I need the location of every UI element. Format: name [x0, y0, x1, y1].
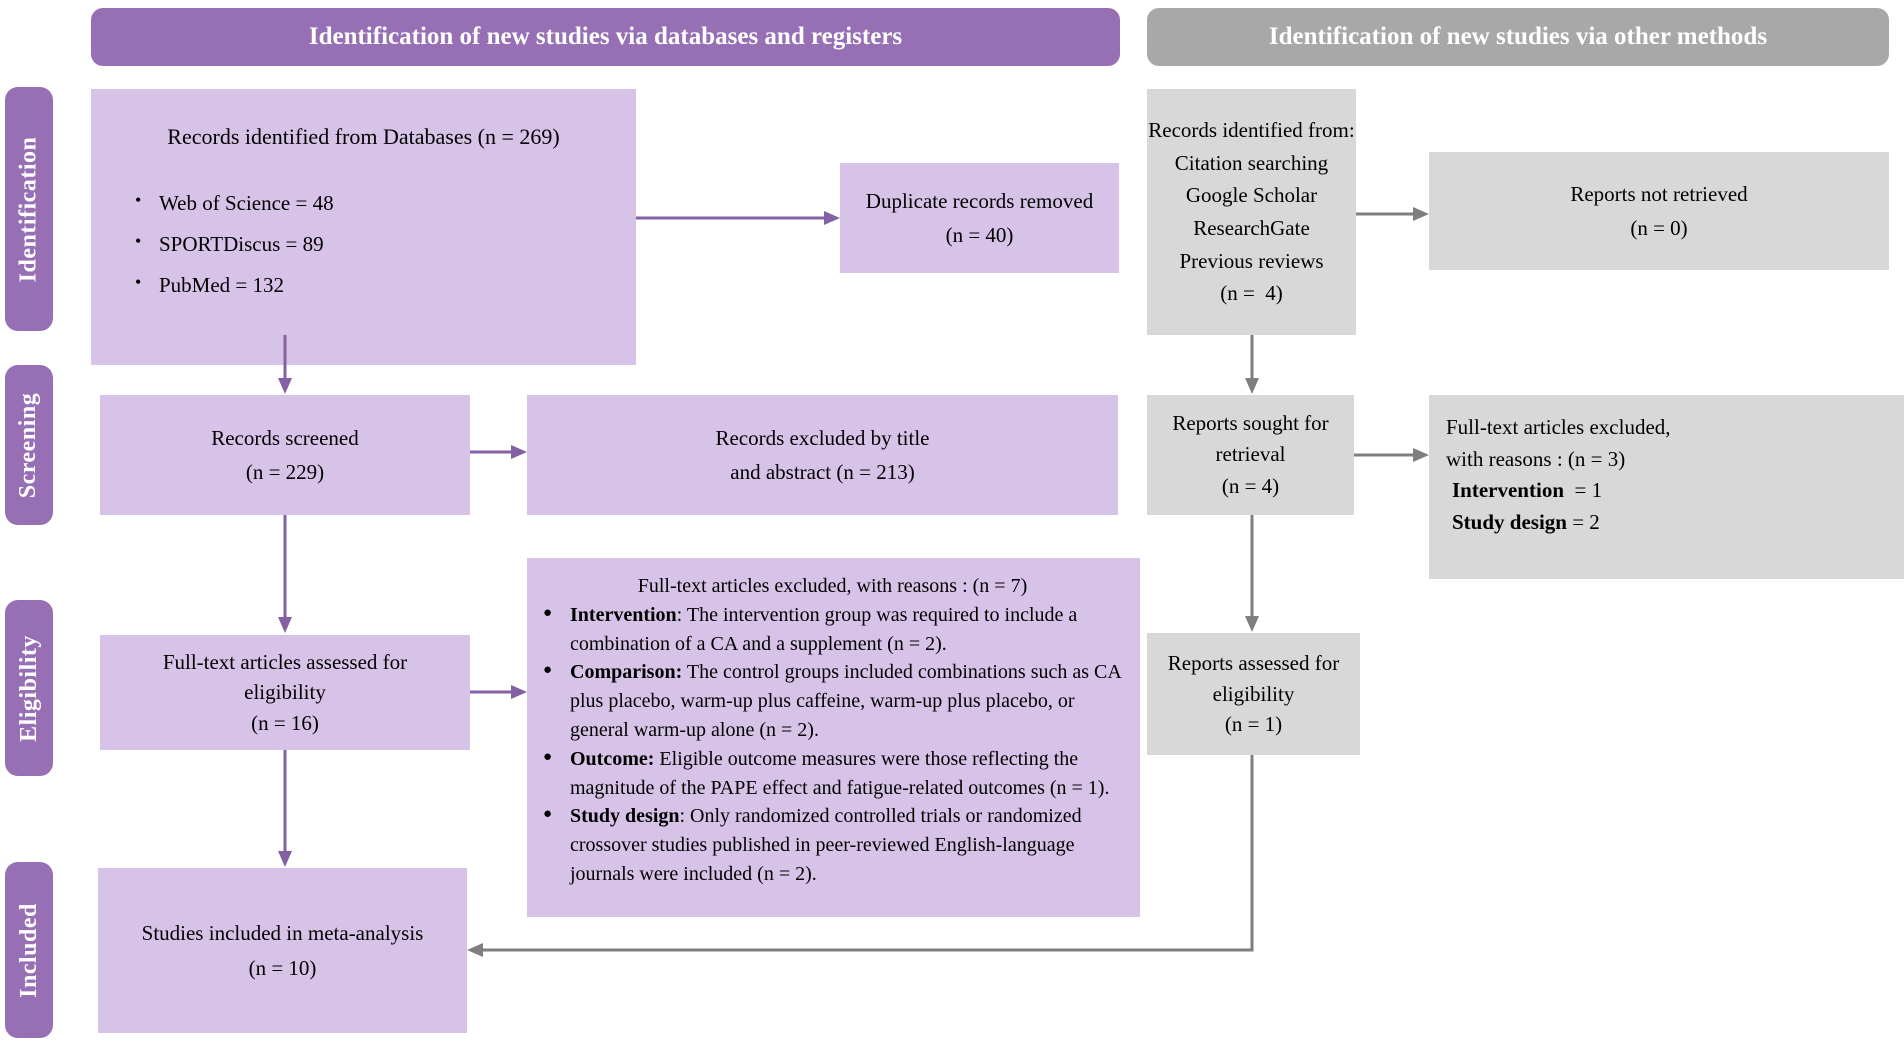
stage-included-label: Included [15, 902, 42, 998]
studies-included-count: (n = 10) [248, 955, 317, 980]
other-source-citation-searching: Citation searching [1174, 150, 1329, 175]
arrow-assessed-to-included [278, 750, 292, 867]
other-source-researchgate: ResearchGate [1193, 216, 1310, 240]
records-screened-count: (n = 229) [245, 460, 325, 484]
bullet-icon: ● [543, 806, 553, 823]
bullet-icon: • [135, 271, 142, 292]
box-fulltext-excluded-other [1429, 395, 1904, 579]
stage-identification [5, 87, 53, 331]
reports-assessed-count: (n = 1) [1224, 712, 1283, 737]
source-pubmed: PubMed = 132 [159, 272, 285, 297]
records-excluded-line: and abstract (n = 213) [730, 460, 915, 484]
fulltext-excluded-other-line: Full-text articles excluded, [1446, 415, 1671, 439]
stage-identification-label: Identification [15, 136, 42, 282]
header-other-methods [1147, 8, 1889, 66]
bullet-icon: • [135, 189, 142, 210]
box-reports-not-retrieved [1429, 152, 1889, 270]
box-records-identified-other [1147, 89, 1356, 335]
reason-comparison: Comparison: The control groups included combinations such as CA plus placebo, warm-up plus caffeine, warm-up plus placebo, or general warm-up alone (n = 2). [570, 661, 1121, 741]
header-databases-registers [91, 8, 1120, 66]
list-item [543, 601, 1128, 659]
other-sources-count: (n = 4) [1220, 281, 1283, 306]
fulltext-assessed-line: Full-text articles assessed for [162, 649, 408, 674]
arrow-sought-to-excluded-other [1354, 448, 1429, 462]
box-reports-assessed [1147, 633, 1360, 755]
records-identified-sources-list [91, 183, 636, 306]
box-duplicates-removed [840, 163, 1119, 273]
bullet-icon: ● [543, 748, 553, 765]
fulltext-excluded-other-count: with reasons : (n = 3) [1446, 446, 1626, 471]
arrow-screened-to-excluded [470, 445, 527, 459]
box-records-screened [100, 395, 470, 515]
exclusion-reasons-list [537, 601, 1128, 889]
records-screened-line: Records screened [211, 425, 359, 450]
duplicates-removed-count: (n = 40) [945, 223, 1014, 247]
source-web-of-science: Web of Science = 48 [159, 190, 334, 215]
reports-sought-line: Reports sought for retrieval [1172, 410, 1334, 467]
studies-included-line: Studies included in meta-analysis [141, 921, 424, 946]
header-other-methods-label: Identification of new studies via other methods [1268, 23, 1768, 50]
reports-not-retrieved-line: Reports not retrieved [1570, 181, 1748, 206]
arrow-other-identified-to-sought [1245, 335, 1259, 394]
arrow-other-identified-to-not-retrieved [1356, 207, 1429, 221]
fulltext-assessed-line: eligibility [244, 680, 326, 705]
list-item [135, 224, 636, 265]
reports-assessed-line: Reports assessed for [1167, 651, 1340, 676]
records-identified-title: Records identified from Databases (n = 269) [167, 124, 560, 149]
box-fulltext-excluded-reasons [527, 558, 1140, 917]
arrow-screened-to-assessed [278, 515, 292, 633]
box-fulltext-assessed [100, 635, 470, 750]
reason-study-design: Study design: Only randomized controlled trials or randomized crossover studies published in peer-reviewed English-language journals were included (n = 2). [570, 805, 1082, 885]
bullet-icon: ● [543, 604, 553, 621]
header-databases-registers-label: Identification of new studies via databases and registers [308, 23, 903, 50]
stage-eligibility-label: Eligibility [15, 634, 42, 742]
source-sportdiscus: SPORTDiscus = 89 [159, 231, 324, 256]
box-reports-sought [1147, 395, 1354, 515]
stage-included [5, 862, 53, 1038]
list-item [135, 183, 636, 224]
bullet-icon: • [135, 230, 142, 251]
reports-assessed-line: eligibility [1212, 681, 1295, 706]
reports-sought-count: (n = 4) [1221, 473, 1280, 498]
other-source-previous-reviews: Previous reviews [1179, 248, 1324, 273]
box-studies-included [98, 868, 467, 1033]
stage-eligibility [5, 600, 53, 776]
duplicates-removed-line: Duplicate records removed [865, 188, 1094, 213]
box-records-excluded [527, 395, 1118, 515]
records-excluded-line: Records excluded by title [715, 425, 930, 450]
list-item [135, 265, 636, 306]
reason-intervention: Intervention: The intervention group was required to include a combination of a CA and a supplement (n = 2). [570, 603, 1078, 655]
other-sources-line: Records identified from: [1148, 118, 1355, 143]
fulltext-assessed-count: (n = 16) [251, 710, 319, 735]
reason-outcome: Outcome: Eligible outcome measures were those reflecting the magnitude of the PAPE effect and fatigue-related outcomes (n = 1). [570, 747, 1110, 799]
excluded-other-intervention: Intervention = 1 [1452, 478, 1603, 502]
list-item [543, 745, 1128, 803]
stage-screening-label: Screening [15, 392, 42, 498]
box-records-identified-databases [91, 89, 636, 365]
arrow-sought-to-assessed-other [1245, 515, 1259, 632]
stage-screening [5, 365, 53, 525]
other-source-google-scholar: Google Scholar [1185, 183, 1318, 208]
list-item [543, 802, 1128, 888]
reports-not-retrieved-count: (n = 0) [1630, 216, 1688, 240]
bullet-icon: ● [543, 662, 553, 679]
arrow-identified-to-duplicates [636, 211, 840, 225]
fulltext-excluded-title: Full-text articles excluded, with reasons : (n = 7) [637, 575, 1028, 597]
excluded-other-study-design: Study design = 2 [1452, 509, 1600, 534]
list-item [543, 658, 1128, 744]
arrow-assessed-to-reasons [470, 685, 527, 699]
